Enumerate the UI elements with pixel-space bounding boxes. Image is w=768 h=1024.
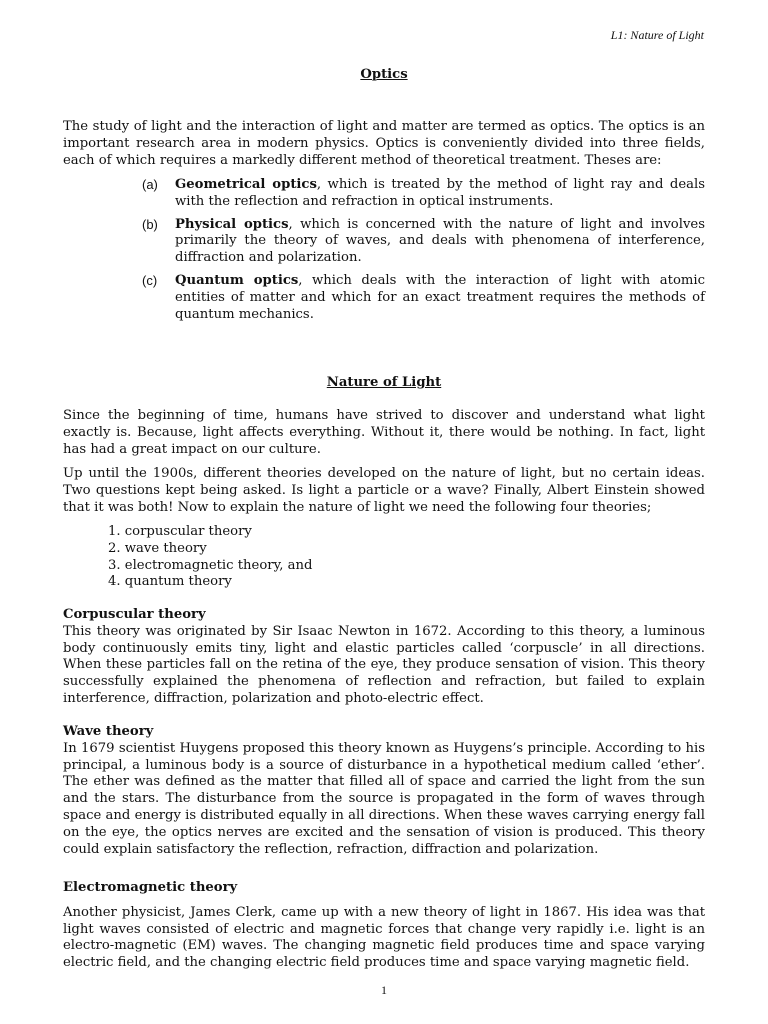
electromagnetic-section [63,880,705,972]
wave-heading: Wave theory [63,724,154,739]
optics-fields-list [142,177,705,329]
wave-text: In 1679 scientist Huygens proposed this theory known as Huygens’s principle. According to his principal, a luminous body is a source of disturbance in a hypothetical medium called ‘ether’. The ether was defined as the matter that filled all of space and carried the light from the sun and the stars. The disturbance from the source is propagated in the form of waves through space and energy is distributed equally in all directions. When these waves carrying energy fall on the eye, the optics nerves are excited and the sensation of vision is produced. This theory could explain satisfactory the reflection, refraction, diffraction and polarization. [63,740,705,857]
field-text: , which is concerned with the nature of light and involves primarily the theory of waves, and deals with phenomena of interference, diffraction and polarization. [175,216,705,266]
field-term: Physical optics [175,216,289,232]
field-marker: (c) [142,272,158,288]
list-item: 3. electromagnetic theory, and [108,557,313,573]
optics-field-item [142,273,705,323]
field-description [175,177,705,211]
nature-para-2 [63,466,705,516]
field-description [175,273,705,323]
optics-intro [63,119,705,169]
nature-para-2-text: Up until the 1900s, different theories developed on the nature of light, but no certain ideas. Two questions kept being asked. Is light a particle or a wave? Finally, Albert Einstein showed that it was both! Now to explain the nature of light we need the following four theories; [63,466,705,515]
list-item: 4. quantum theory [108,574,232,590]
field-text: , which is treated by the method of light ray and deals with the reflection and refraction in optical instruments. [175,177,706,209]
corpuscular-section [63,607,705,708]
optics-title: Optics [360,67,408,82]
optics-field-item [142,217,705,267]
field-term: Quantum optics [175,272,299,288]
electromagnetic-text: Another physicist, James Clerk, came up with a new theory of light in 1867. His idea was that light waves consisted of electric and magnetic forces that change very rapidly i.e. light is an electro-magnetic (EM) waves. The changing magnetic field produces time and space varying electric field, and the changing electric field produces time and space varying magnetic field. [63,904,705,971]
list-item: 1. corpuscular theory [108,524,252,539]
optics-field-item [142,177,705,211]
field-description [175,217,705,267]
field-term: Geometrical optics [175,177,317,192]
list-item: 2. wave theory [108,540,207,556]
optics-intro-text: The study of light and the interaction of light and matter are termed as optics. The optics is an important research area in modern physics. Optics is conveniently divided into three fields, each of which requires a markedly different method of theoretical treatment. Theses are: [63,119,705,168]
electromagnetic-heading: Electromagnetic theory [63,880,238,895]
corpuscular-text: This theory was originated by Sir Isaac Newton in 1672. According to this theory, a luminous body continuously emits tiny, light and elastic particles called ‘corpuscle’ in all directions. When these particles fall on the retina of the eye, they produce sensation of vision. This theory successfully explained the phenomena of reflection and refraction, but failed to explain interference, diffraction, polarization and photo-electric effect. [63,623,705,706]
field-text: , which deals with the interaction of light with atomic entities of matter and which for an exact treatment requires the methods of quantum mechanics. [175,272,705,322]
wave-section [63,724,705,858]
page-number: 1 [381,983,387,997]
field-marker: (a) [142,177,158,192]
running-header: L1: Nature of Light [610,28,704,42]
nature-para-1 [63,408,705,458]
nature-title: Nature of Light [326,375,442,390]
nature-para-1-text: Since the beginning of time, humans have strived to discover and understand what light exactly is. Because, light affects everything. Without it, there would be nothing. In fact, light has had a great impact on our culture. [63,408,705,457]
field-marker: (b) [142,216,158,232]
theories-list [108,524,312,591]
corpuscular-heading: Corpuscular theory [63,607,206,622]
